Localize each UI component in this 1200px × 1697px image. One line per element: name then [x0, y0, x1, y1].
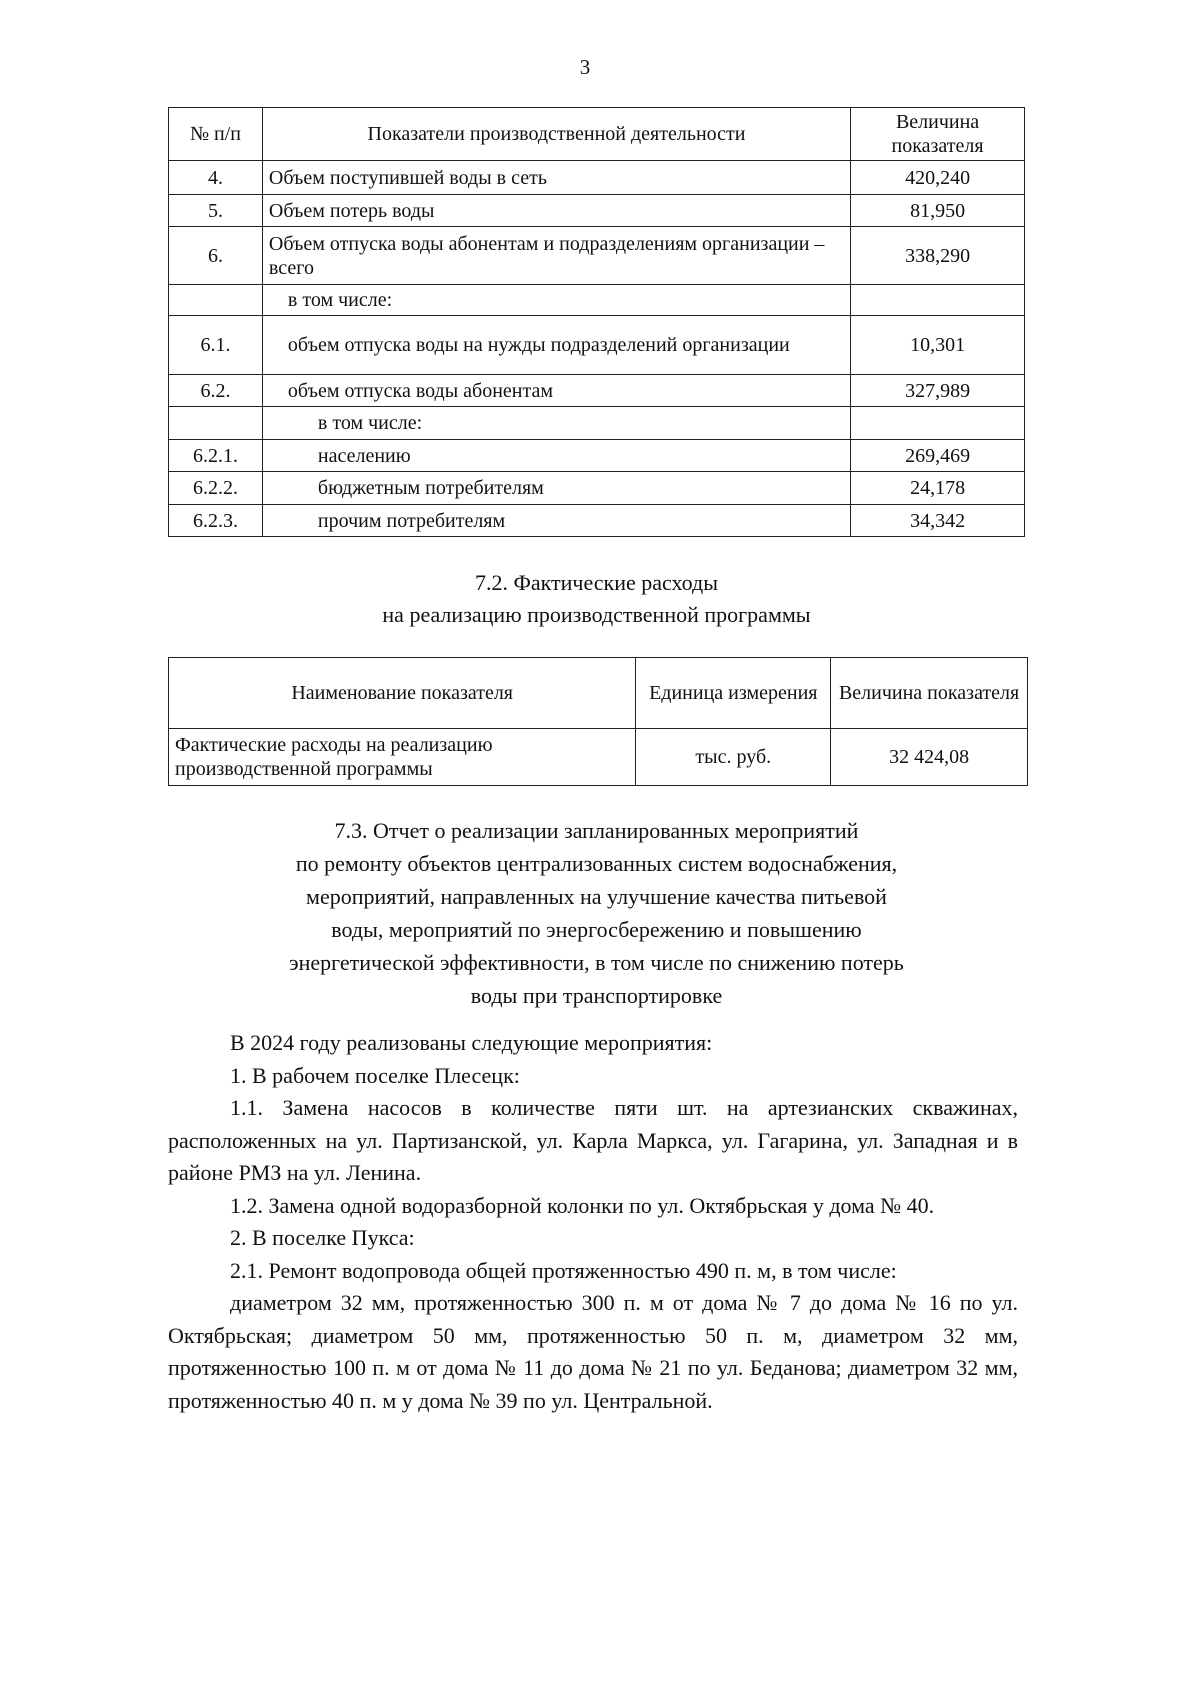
row-value: 338,290	[851, 227, 1025, 285]
row-value: 10,301	[851, 316, 1025, 375]
actual-expenses-table	[168, 657, 1028, 786]
row-indicator: населению	[262, 440, 850, 472]
row-num: 6.2.3.	[169, 505, 263, 537]
table-row	[169, 505, 1025, 537]
header-num: № п/п	[169, 108, 263, 161]
row-value: 32 424,08	[831, 729, 1028, 786]
production-indicators-table	[168, 107, 1025, 537]
header-value: Величина показателя	[851, 108, 1025, 161]
table-row	[169, 285, 1025, 316]
table-row	[169, 729, 1028, 786]
row-value: 24,178	[851, 472, 1025, 505]
table-row	[169, 375, 1025, 407]
table-row	[169, 316, 1025, 375]
table-header-row	[169, 658, 1028, 729]
row-indicator: Объем поступившей воды в сеть	[262, 161, 850, 195]
row-indicator: в том числе:	[262, 407, 850, 440]
header-unit: Единица измерения	[636, 658, 831, 729]
row-value	[851, 285, 1025, 316]
row-value: 420,240	[851, 161, 1025, 195]
row-value: 269,469	[851, 440, 1025, 472]
row-num: 6.2.	[169, 375, 263, 407]
table-row	[169, 227, 1025, 285]
row-num: 6.2.2.	[169, 472, 263, 505]
header-indicator: Показатели производственной деятельности	[262, 108, 850, 161]
row-num: 4.	[169, 161, 263, 195]
page-number: 3	[579, 55, 591, 79]
section-7-3-title-line: по ремонту объектов централизованных систем водоснабжения,	[295, 851, 898, 876]
row-indicator: в том числе:	[262, 285, 850, 316]
row-indicator: Объем отпуска воды абонентам и подразделениям организации – всего	[262, 227, 850, 285]
row-indicator: объем отпуска воды на нужды подразделений организации	[262, 316, 850, 375]
row-num	[169, 407, 263, 440]
row-value: 327,989	[851, 375, 1025, 407]
row-indicator: прочим потребителям	[262, 505, 850, 537]
row-num: 6.	[169, 227, 263, 285]
section-7-3-title-line: мероприятий, направленных на улучшение качества питьевой	[306, 884, 887, 909]
table-row	[169, 407, 1025, 440]
header-name: Наименование показателя	[169, 658, 636, 729]
row-indicator: Объем потерь воды	[262, 195, 850, 227]
section-7-3-title-line: воды, мероприятий по энергосбережению и повышению	[331, 917, 862, 942]
table-row	[169, 472, 1025, 505]
section-7-2-title-line1: 7.2. Фактические расходы	[474, 570, 719, 595]
row-value	[851, 407, 1025, 440]
body-text	[168, 1027, 1018, 1417]
paragraph: 1.2. Замена одной водоразборной колонки по ул. Октябрьская у дома № 40.	[230, 1192, 935, 1218]
header-value: Величина показателя	[831, 658, 1028, 729]
row-value: 34,342	[851, 505, 1025, 537]
paragraph: 1. В рабочем поселке Плесецк:	[230, 1062, 520, 1088]
row-name: Фактические расходы на реализацию производственной программы	[169, 729, 636, 786]
paragraph: 1.1. Замена насосов в количестве пяти шт. на артезианских скважинах, расположенных на ул. Партизанской, ул. Карла Маркса, ул. Гагарина, ул. Западная и в районе РМЗ на ул. Ленина.	[168, 1095, 1018, 1185]
paragraph: 2.1. Ремонт водопровода общей протяженностью 490 п. м, в том числе:	[230, 1257, 897, 1283]
paragraph: В 2024 году реализованы следующие мероприятия:	[230, 1030, 713, 1055]
row-num	[169, 285, 263, 316]
row-unit: тыс. руб.	[636, 729, 831, 786]
row-num: 5.	[169, 195, 263, 227]
table-row	[169, 161, 1025, 195]
row-indicator: объем отпуска воды абонентам	[262, 375, 850, 407]
row-num: 6.2.1.	[169, 440, 263, 472]
section-7-3-title-line: энергетической эффективности, в том числе по снижению потерь	[289, 950, 904, 975]
table-row	[169, 440, 1025, 472]
table-header-row	[169, 108, 1025, 161]
section-7-3-title-line: воды при транспортировке	[470, 983, 723, 1008]
row-value: 81,950	[851, 195, 1025, 227]
section-7-2-title-line2: на реализацию производственной программы	[382, 602, 811, 627]
paragraph: диаметром 32 мм, протяженностью 300 п. м от дома № 7 до дома № 16 по ул. Октябрьская; диаметром 50 мм, протяженностью 50 п. м, диаметром 32 мм, протяженностью 100 п. м от дома № 11 до дома № 21 по ул. Беданова; диаметром 32 мм, протяженностью 40 п. м у дома № 39 по ул. Центральной.	[168, 1290, 1018, 1413]
table-row	[169, 195, 1025, 227]
row-indicator: бюджетным потребителям	[262, 472, 850, 505]
row-num: 6.1.	[169, 316, 263, 375]
section-7-3-title-line: 7.3. Отчет о реализации запланированных мероприятий	[334, 818, 859, 843]
paragraph: 2. В поселке Пукса:	[230, 1225, 415, 1250]
